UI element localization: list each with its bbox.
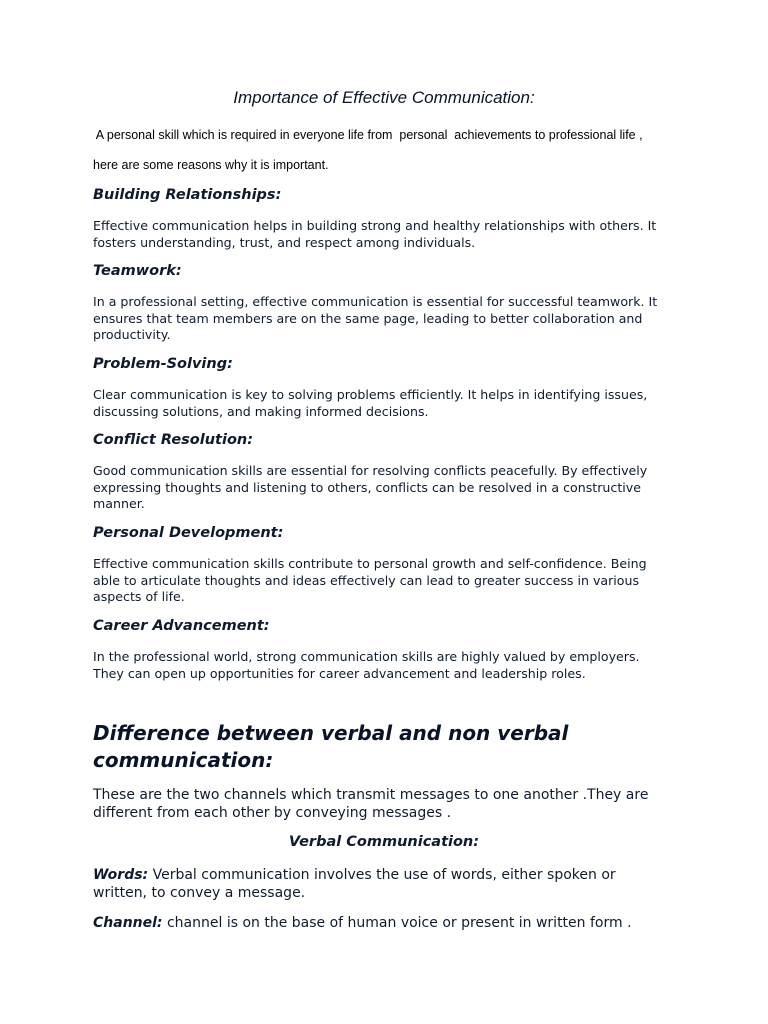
heading-career-advancement: Career Advancement: — [93, 618, 270, 634]
intro-line-2: here are some reasons why it is important. — [93, 158, 329, 172]
intro-line-1: A personal skill which is required in everyone life from personal achievements to professional life , — [93, 128, 643, 142]
paragraph-teamwork: In a professional setting, effective communication is essential for successful teamwork. It ensures that team members are on the same page, leading to better collaboration and productivity. — [93, 294, 658, 342]
paragraph-personal-development: Effective communication skills contribute to personal growth and self-confidence. Being able to articulate thoughts and ideas effectively can lead to greater success in various aspects of life. — [93, 556, 647, 604]
heading-teamwork: Teamwork: — [93, 263, 182, 279]
channel-text: channel is on the base of human voice or present in written form . — [162, 915, 632, 931]
words-text: Verbal communication involves the use of words, either spoken or written, to convey a message. — [93, 867, 616, 901]
heading-difference: Difference between verbal and non verbal communication: — [93, 721, 569, 772]
paragraph-problem-solving: Clear communication is key to solving problems efficiently. It helps in identifying issues, discussing solutions, and making informed decisions. — [93, 387, 648, 419]
paragraph-building-relationships: Effective communication helps in building strong and healthy relationships with others. It fosters understanding, trust, and respect among individuals. — [93, 218, 657, 250]
paragraph-conflict-resolution: Good communication skills are essential for resolving conflicts peacefully. By effectively expressing thoughts and listening to others, conflicts can be resolved in a constructive manner. — [93, 463, 648, 511]
heading-conflict-resolution: Conflict Resolution: — [93, 432, 254, 448]
paragraph-difference-intro: These are the two channels which transmit messages to one another .They are different from each other by conveying messages . — [93, 787, 649, 821]
paragraph-channel — [93, 914, 683, 932]
heading-problem-solving: Problem-Solving: — [93, 356, 233, 372]
term-words: Words: — [93, 867, 149, 883]
page-title: Importance of Effective Communication: — [233, 88, 535, 107]
term-channel: Channel: — [93, 915, 163, 931]
paragraph-career-advancement: In the professional world, strong communication skills are highly valued by employers. They can open up opportunities for career advancement and leadership roles. — [93, 649, 640, 681]
heading-verbal-communication: Verbal Communication: — [288, 834, 480, 850]
paragraph-words — [93, 866, 683, 902]
heading-building-relationships: Building Relationships: — [93, 187, 282, 203]
heading-personal-development: Personal Development: — [93, 525, 284, 541]
